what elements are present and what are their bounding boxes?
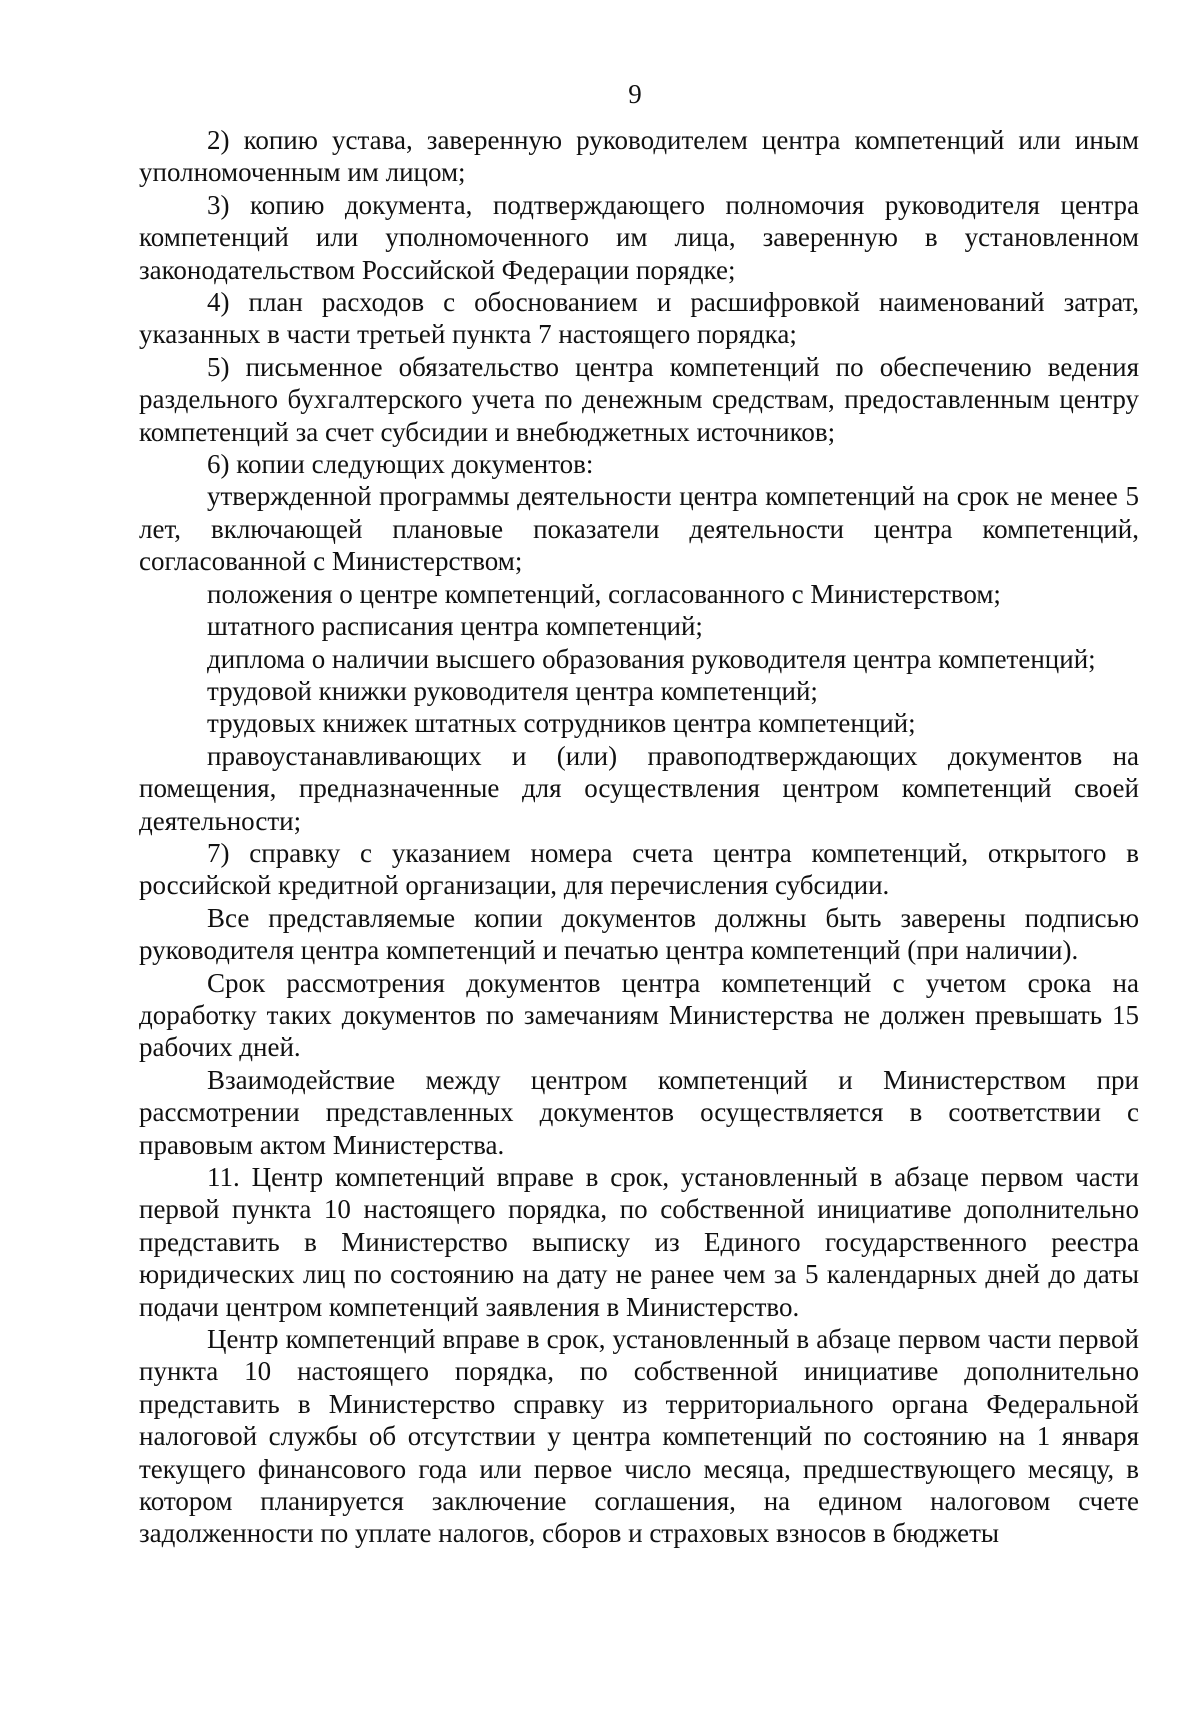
- paragraph: трудовых книжек штатных сотрудников центра компетенций;: [207, 708, 916, 739]
- paragraph: 11. Центр компетенций вправе в срок, установленный в абзаце первом части первой пункта 10 настоящего порядка, по собственной инициативе дополнительно представить в Министерство выписку из Единого государственного реестра юридических лиц по состоянию на дату не ранее чем за 5 календарных дней до даты подачи центром компетенций заявления в Министерство.: [139, 1162, 1139, 1322]
- paragraph: трудовой книжки руководителя центра компетенций;: [207, 675, 818, 706]
- paragraph: правоустанавливающих и (или) правоподтверждающих документов на помещения, предназначенные для осуществления центром компетенций своей деятельности;: [139, 740, 1139, 836]
- paragraph: Центр компетенций вправе в срок, установленный в абзаце первом части первой пункта 10 настоящего порядка, по собственной инициативе дополнительно представить в Министерство справку из территориального органа Федеральной налоговой службы об отсутствии у центра компетенций по состоянию на 1 января текущего финансового года или первое число месяца, предшествующего месяцу, в котором планируется заключение соглашения, на едином налоговом счете задолженности по уплате налогов, сборов и страховых взносов в бюджеты: [139, 1324, 1139, 1549]
- paragraph: Взаимодействие между центром компетенций и Министерством при рассмотрении представленных документов осуществляется в соответствии с правовым актом Министерства.: [139, 1064, 1139, 1160]
- paragraph: утвержденной программы деятельности центра компетенций на срок не менее 5 лет, включающей плановые показатели деятельности центра компетенций, согласованной с Министерством;: [139, 481, 1139, 577]
- paragraph: 4) план расходов с обоснованием и расшифровкой наименований затрат, указанных в части третьей пункта 7 настоящего порядка;: [139, 287, 1139, 350]
- paragraph: диплома о наличии высшего образования руководителя центра компетенций;: [207, 643, 1096, 674]
- paragraph: Срок рассмотрения документов центра компетенций с учетом срока на доработку таких документов по замечаниям Министерства не должен превышать 15 рабочих дней.: [139, 967, 1139, 1063]
- paragraph: 7) справку с указанием номера счета центра компетенций, открытого в российской кредитной организации, для перечисления субсидии.: [139, 837, 1139, 901]
- paragraph: 3) копию документа, подтверждающего полномочия руководителя центра компетенций или уполномоченного им лица, заверенную в установленном законодательством Российской Федерации порядке;: [139, 189, 1139, 285]
- paragraph: 5) письменное обязательство центра компетенций по обеспечению ведения раздельного бухгалтерского учета по денежным средствам, предоставленным центру компетенций за счет субсидии и внебюджетных источников;: [139, 351, 1139, 447]
- paragraph: Все представляемые копии документов должны быть заверены подписью руководителя центра компетенций и печатью центра компетенций (при наличии).: [139, 902, 1139, 966]
- paragraph: 6) копии следующих документов:: [207, 449, 594, 480]
- page-number: 9: [628, 79, 642, 109]
- paragraph: 2) копию устава, заверенную руководителем центра компетенций или иным уполномоченным им лицом;: [139, 125, 1139, 188]
- paragraph: штатного расписания центра компетенций;: [207, 611, 703, 642]
- paragraph: положения о центре компетенций, согласованного с Министерством;: [207, 578, 1001, 609]
- document-body: [139, 124, 1139, 1550]
